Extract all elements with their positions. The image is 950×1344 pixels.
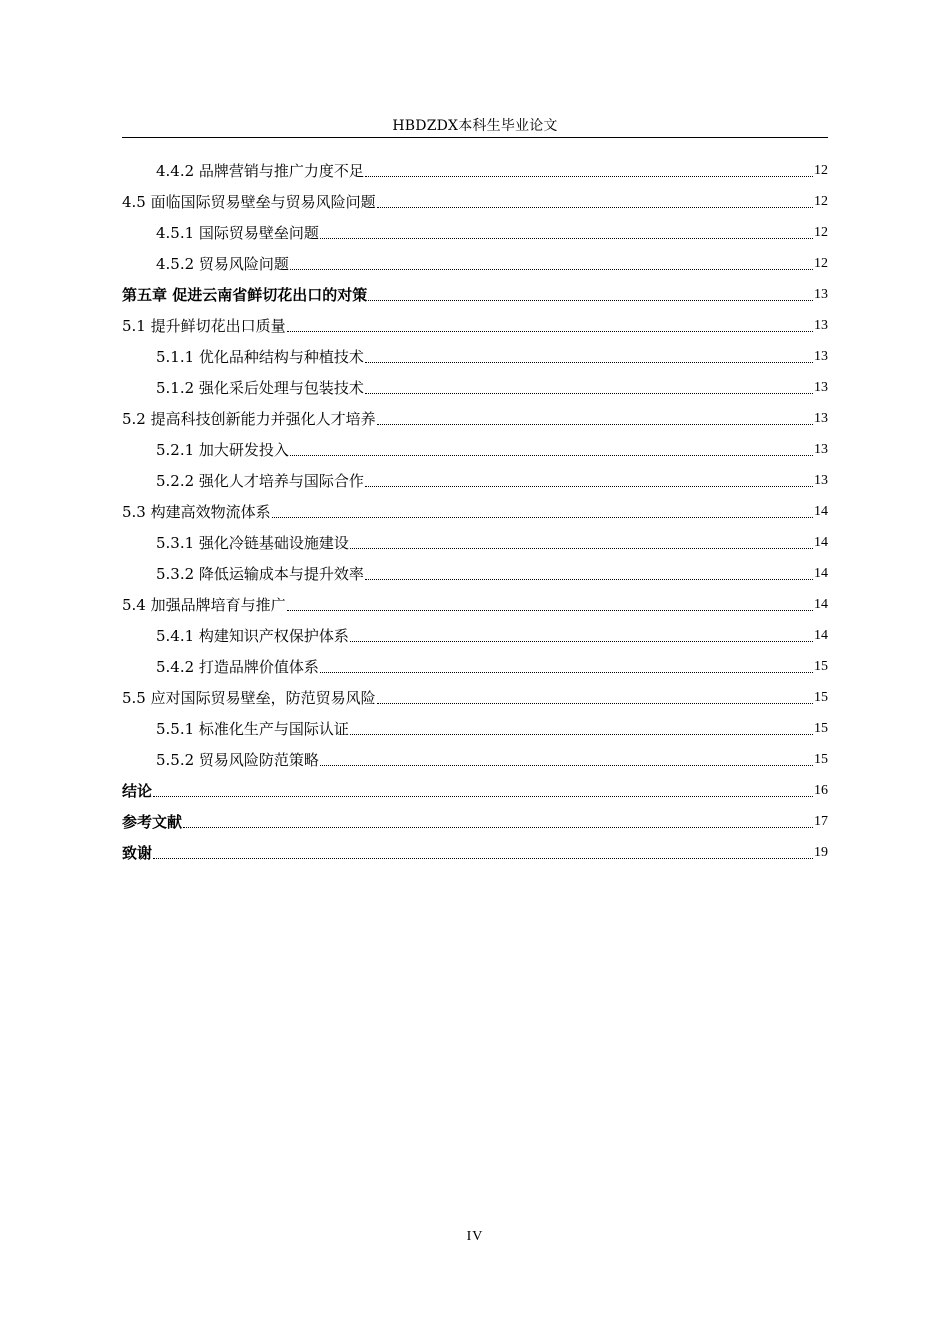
toc-entry-title: 5.4 加强品牌培育与推广 xyxy=(122,596,286,614)
toc-entry-title: 结论 xyxy=(122,782,153,800)
toc-entry-page: 14 xyxy=(814,534,828,550)
toc-dot-leader xyxy=(183,827,813,828)
toc-entry[interactable] xyxy=(122,434,828,465)
toc-entry-page: 12 xyxy=(814,162,828,178)
toc-entry-title: 5.2 提高科技创新能力并强化人才培养 xyxy=(122,410,376,428)
toc-dot-leader xyxy=(153,796,813,797)
toc-entry-page: 12 xyxy=(814,193,828,209)
toc-entry-page: 16 xyxy=(814,782,828,798)
toc-entry-page: 13 xyxy=(814,410,828,426)
toc-entry-title: 5.4.2 打造品牌价值体系 xyxy=(156,658,319,676)
toc-dot-leader xyxy=(377,703,813,704)
toc-entry-title: 5.4.1 构建知识产权保护体系 xyxy=(156,627,349,645)
toc-entry-title: 5.1.2 强化采后处理与包装技术 xyxy=(156,379,364,397)
toc-entry[interactable] xyxy=(122,713,828,744)
toc-dot-leader xyxy=(365,579,813,580)
toc-dot-leader xyxy=(377,424,813,425)
toc-dot-leader xyxy=(320,672,813,673)
toc-dot-leader xyxy=(350,548,813,549)
toc-dot-leader xyxy=(287,331,813,332)
toc-entry-title: 5.3.1 强化冷链基础设施建设 xyxy=(156,534,349,552)
toc-entry-title: 5.3.2 降低运输成本与提升效率 xyxy=(156,565,364,583)
toc-entry[interactable] xyxy=(122,527,828,558)
toc-entry-page: 13 xyxy=(814,441,828,457)
table-of-contents xyxy=(122,155,828,868)
toc-entry-title: 5.5.2 贸易风险防范策略 xyxy=(156,751,319,769)
toc-entry-page: 15 xyxy=(814,720,828,736)
toc-entry[interactable] xyxy=(122,744,828,775)
toc-entry[interactable] xyxy=(122,310,828,341)
toc-entry[interactable] xyxy=(122,775,828,806)
toc-entry-title: 4.5 面临国际贸易壁垒与贸易风险问题 xyxy=(122,193,376,211)
toc-entry[interactable] xyxy=(122,341,828,372)
toc-entry-title: 4.4.2 品牌营销与推广力度不足 xyxy=(156,162,364,180)
toc-entry-page: 19 xyxy=(814,844,828,860)
toc-dot-leader xyxy=(365,486,813,487)
toc-entry[interactable] xyxy=(122,372,828,403)
toc-entry-title: 参考文献 xyxy=(122,813,183,831)
toc-entry-page: 14 xyxy=(814,503,828,519)
running-header: HBDZDX本科生毕业论文 xyxy=(392,118,558,134)
toc-entry-page: 13 xyxy=(814,348,828,364)
toc-entry-title: 4.5.2 贸易风险问题 xyxy=(156,255,289,273)
toc-entry[interactable] xyxy=(122,806,828,837)
toc-entry-page: 12 xyxy=(814,224,828,240)
toc-entry-page: 14 xyxy=(814,596,828,612)
toc-entry-title: 致谢 xyxy=(122,844,153,862)
toc-entry-page: 15 xyxy=(814,689,828,705)
toc-entry[interactable] xyxy=(122,558,828,589)
toc-entry[interactable] xyxy=(122,155,828,186)
toc-entry-page: 14 xyxy=(814,565,828,581)
toc-dot-leader xyxy=(290,269,813,270)
toc-entry[interactable] xyxy=(122,217,828,248)
toc-dot-leader xyxy=(320,238,813,239)
toc-entry-title: 5.5.1 标准化生产与国际认证 xyxy=(156,720,349,738)
toc-entry[interactable] xyxy=(122,465,828,496)
toc-entry-page: 15 xyxy=(814,751,828,767)
toc-entry[interactable] xyxy=(122,279,828,310)
toc-entry-page: 13 xyxy=(814,379,828,395)
toc-dot-leader xyxy=(365,393,813,394)
toc-entry-page: 15 xyxy=(814,658,828,674)
toc-entry[interactable] xyxy=(122,589,828,620)
toc-dot-leader xyxy=(350,641,813,642)
toc-entry-title: 5.1.1 优化品种结构与种植技术 xyxy=(156,348,364,366)
toc-dot-leader xyxy=(350,734,813,735)
toc-entry-page: 13 xyxy=(814,286,828,302)
page-number: IV xyxy=(466,1229,484,1244)
toc-entry[interactable] xyxy=(122,620,828,651)
toc-entry[interactable] xyxy=(122,248,828,279)
toc-entry-page: 14 xyxy=(814,627,828,643)
toc-entry[interactable] xyxy=(122,651,828,682)
toc-dot-leader xyxy=(368,300,813,301)
toc-entry[interactable] xyxy=(122,186,828,217)
toc-entry-title: 4.5.1 国际贸易壁垒问题 xyxy=(156,224,319,242)
toc-dot-leader xyxy=(290,455,813,456)
toc-dot-leader xyxy=(320,765,813,766)
toc-entry-page: 13 xyxy=(814,472,828,488)
toc-entry[interactable] xyxy=(122,403,828,434)
toc-dot-leader xyxy=(287,610,813,611)
toc-dot-leader xyxy=(365,362,813,363)
toc-entry-title: 5.5 应对国际贸易壁垒，防范贸易风险 xyxy=(122,689,376,707)
toc-entry[interactable] xyxy=(122,837,828,868)
toc-entry-title: 第五章 促进云南省鲜切花出口的对策 xyxy=(122,286,368,304)
toc-dot-leader xyxy=(377,207,813,208)
toc-entry-page: 17 xyxy=(814,813,828,829)
header-rule xyxy=(122,137,828,138)
toc-dot-leader xyxy=(365,176,813,177)
toc-entry-title: 5.3 构建高效物流体系 xyxy=(122,503,271,521)
toc-entry-page: 13 xyxy=(814,317,828,333)
toc-entry-page: 12 xyxy=(814,255,828,271)
toc-entry[interactable] xyxy=(122,496,828,527)
toc-entry[interactable] xyxy=(122,682,828,713)
toc-dot-leader xyxy=(153,858,813,859)
toc-dot-leader xyxy=(272,517,813,518)
toc-entry-title: 5.2.1 加大研发投入 xyxy=(156,441,289,459)
toc-entry-title: 5.2.2 强化人才培养与国际合作 xyxy=(156,472,364,490)
toc-entry-title: 5.1 提升鲜切花出口质量 xyxy=(122,317,286,335)
